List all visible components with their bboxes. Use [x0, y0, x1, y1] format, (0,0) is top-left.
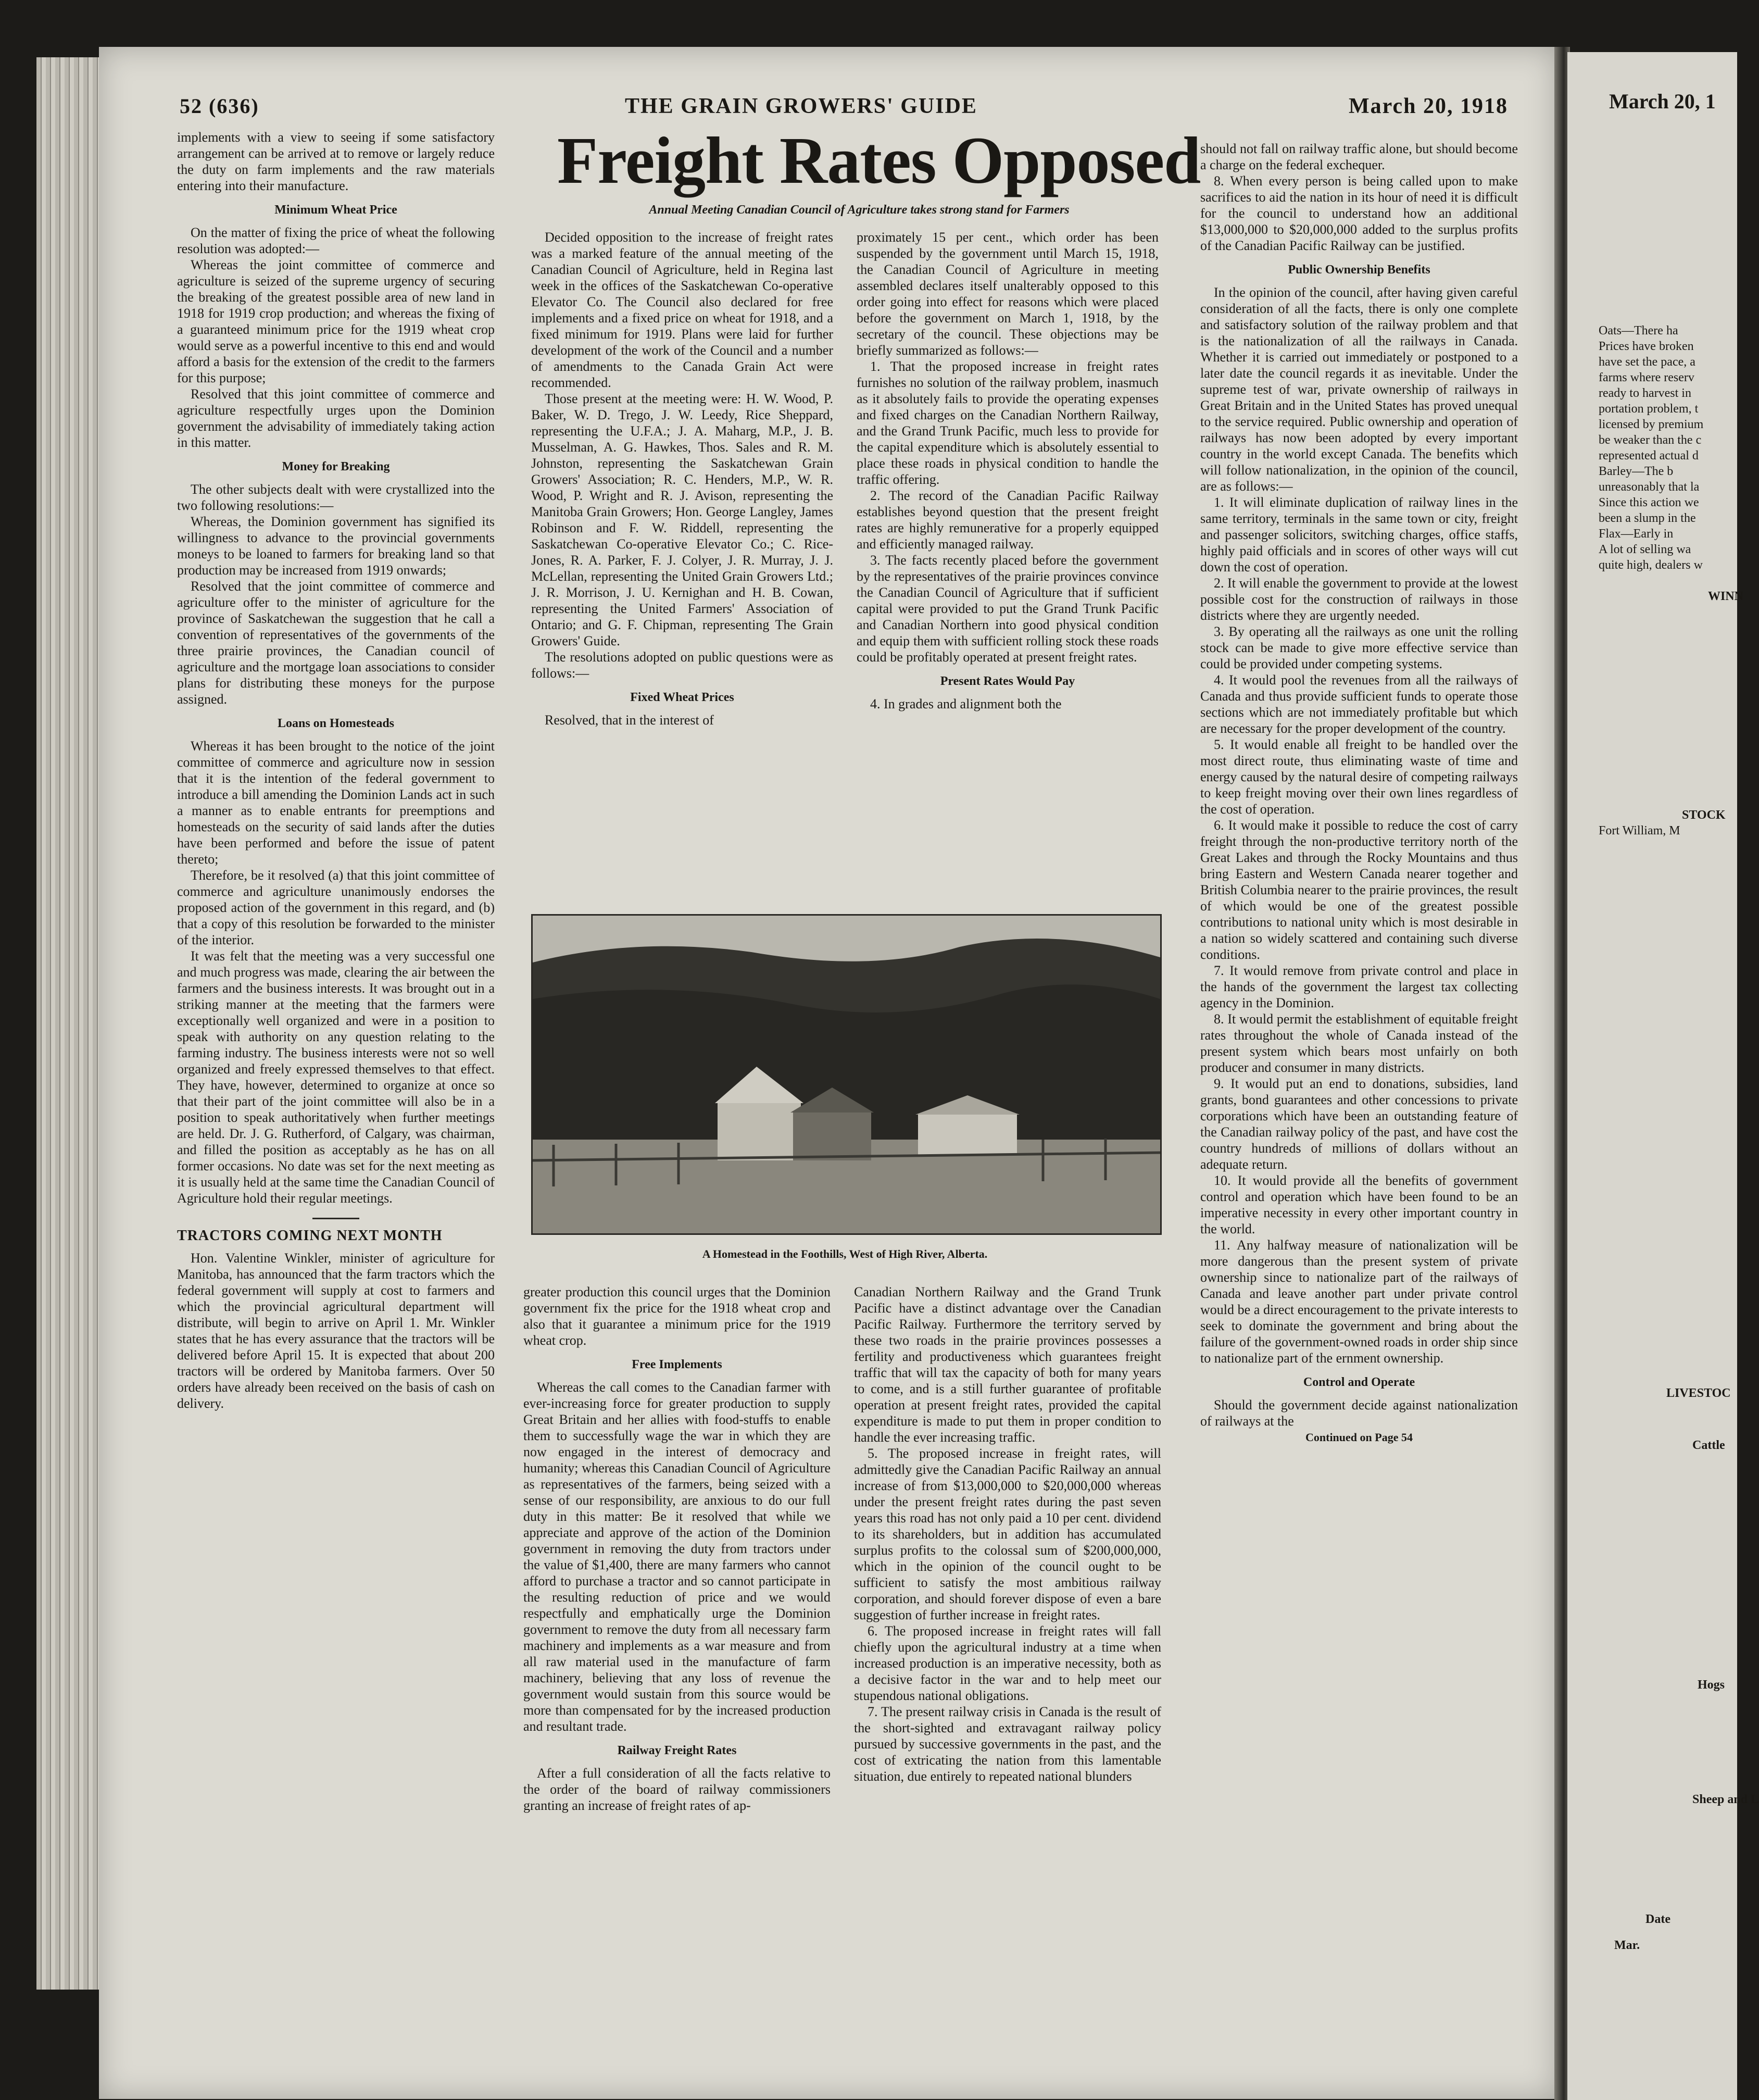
- paragraph: 5. The proposed increase in freight rates, will admittedly give the Canadian Pacific Railway an annual increase of from $13,000,000 to $20,000,000 whereas under the present freight rates during the past seven years this road has not only paid a 10 per cent. dividend to its shareholders, but in addition has accumulated surplus profits to the colossal sum of $200,000,000, which in the opinion of the council ought to be sufficient to satisfy the most ambitious railway corporation, and should forever dispose of even a bare suggestion of further increase in freight rates.: [854, 1446, 1161, 1622]
- facing-line: portation problem, t: [1599, 402, 1699, 416]
- facing-line: quite high, dealers w: [1599, 558, 1703, 572]
- paragraph: 1. That the proposed increase in freight rates furnishes no solution of the railway problem, inasmuch as it absolutely fails to provide the operating expenses and fixed charges on the Canadian Northern Railway, and the Grand Trunk Pacific, much less to provide for the capital expenditure which is absolutely essential to place these roads in physical condition to handle the traffic offering.: [857, 359, 1159, 487]
- paragraph: Hon. Valentine Winkler, minister of agriculture for Manitoba, has announced that the farm tractors which the federal government will supply at cost to farmers and which the provincial agricultural department will distribute, will begin to arrive on April 1. Mr. Winkler states that he has every assurance that the tractors will be delivered before April 15. It is expected that about 200 tractors will be ordered by Manitoba farmers. Over 50 orders have already been received on the basis of cash on delivery.: [177, 1251, 495, 1411]
- subhead-wheat-price: Minimum Wheat Price: [274, 203, 397, 217]
- paragraph: Canadian Northern Railway and the Grand Trunk Pacific have a distinct advantage over the Canadian Pacific Railway. Furthermore the territory served by these two roads in the prairie provinces possesses a fertility and productiveness which guarantees freight traffic that will tax the capacity of both for many years to come, and is a still further guarantee of profitable operation at present freight rates, provided the capital expenditure is made to put them in proper condition to handle the ever increasing traffic.: [854, 1284, 1161, 1445]
- facing-heading: Date: [1645, 1913, 1670, 1926]
- facing-page: [1567, 52, 1759, 2100]
- facing-line: farms where reserv: [1599, 371, 1694, 384]
- facing-heading: Mar.: [1614, 1939, 1640, 1952]
- photo-caption: A Homestead in the Foothills, West of High River, Alberta.: [702, 1247, 988, 1260]
- paragraph: Whereas it has been brought to the notice of the joint committee of commerce and agriculture now in session that it is the intention of the federal government to introduce a bill amending the Dominion Lands act in such a manner as to enable entrants for preemptions and homesteads on the security of said lands after the duties have been performed and before the issue of patent thereto;: [177, 739, 495, 867]
- facing-heading: WINN: [1708, 590, 1744, 603]
- paragraph: The other subjects dealt with were crystallized into the two following resolutions:—: [177, 482, 495, 513]
- right-column-lower: [854, 1284, 1161, 1784]
- facing-line: Prices have broken: [1599, 340, 1694, 353]
- bound-volume-edge: [36, 57, 102, 1990]
- paragraph: Whereas the call comes to the Canadian farmer with ever-increasing force for greater production to supply Great Britain and her allies with food-stuffs to enable them to successfully wage the war in which they are now engaged in the interest of democracy and humanity; whereas this Canadian Council of Agriculture as representatives of the farmers, being seized with a sense of our responsibility, are anxious to do our full duty in this matter: Be it resolved that while we appreciate and approve of the action of the Dominion government in removing the duty from tractors under the value of $1,400, there are many farmers who cannot afford to purchase a tractor and so cannot participate in the resulting reduction of price and we would respectfully and emphatically urge the Dominion government to remove the duty from all necessary farm machinery and implements as a war measure and from all raw material used in the manufacture of farm machinery, believing that any loss of revenue the government would sustain from this source would be more than compensated for by the increased production and resultant trade.: [523, 1380, 831, 1734]
- facing-heading: Sheep and L: [1692, 1793, 1759, 1806]
- paragraph: 7. The present railway crisis in Canada is the result of the short-sighted and extravagant railway policy pursued by successive governments in the past, and the cost of extricating the nation from this lamentable situation, due entirely to repeated national blunders: [854, 1704, 1161, 1784]
- article-title: Freight Rates Opposed: [557, 123, 1201, 197]
- paragraph: 4. In grades and alignment both the: [870, 696, 1062, 711]
- paragraph: 8. When every person is being called upon to make sacrifices to aid the nation in its hour of need it is difficult for the council to understand how an additional $13,000,000 to $20,000,000 added to the surplus profits of the Canadian Pacific Railway can be justified.: [1200, 173, 1518, 253]
- paragraph: 10. It would provide all the benefits of government control and operation which have been found to be an imperative necessity in every other important country in the world.: [1200, 1173, 1518, 1236]
- subhead-present-rates: Present Rates Would Pay: [940, 674, 1075, 688]
- facing-line: Since this action we: [1599, 496, 1699, 509]
- paragraph: 6. The proposed increase in freight rates will fall chiefly upon the agricultural industry at a time when increased production is an imperative necessity, both as a decisive factor in the war and to help meet our stupendous national obligations.: [854, 1623, 1161, 1703]
- homestead-photo: [531, 914, 1162, 1235]
- paragraph: Should the government decide against nationalization of railways at the: [1200, 1397, 1518, 1429]
- paragraph: 5. It would enable all freight to be handled over the most direct route, thus eliminating waste of time and energy caused by the natural desire of competing railways to keep freight moving over their own lines regardless of the cost of operation.: [1200, 737, 1518, 817]
- facing-heading: Cattle: [1692, 1439, 1725, 1452]
- paragraph: Decided opposition to the increase of freight rates was a marked feature of the annual meeting of the Canadian Council of Agriculture, held in Regina last week in the offices of the Saskatchewan Co-operative Elevator Co. The Council also declared for free implements and a fixed price on wheat for 1918, and a fixed minimum for 1919. Plans were laid for further development of the work of the Council and a number of amendments to the Canada Grain Act were recommended.: [531, 230, 833, 390]
- paragraph: In the opinion of the council, after having given careful consideration of all the facts, there is only one complete and satisfactory solution of the railway problem and that is the nationalization of all the railways in Canada. Whether it is carried out immediately or postponed to a later date the council regards it as inevitable. Under the supreme test of war, private ownership of railways in Great Britain and in the United States has proved unequal to the service required. Public ownership and operation of railways has now been adopted by every important country in the world except Canada. The benefits which will follow nationalization, in the opinion of the council, are as follows:—: [1200, 285, 1518, 494]
- right-column-upper: [857, 229, 1159, 712]
- paragraph: After a full consideration of all the facts relative to the order of the board of railway commissioners granting an increase of freight rates of ap-: [523, 1766, 831, 1813]
- facing-line: Barley—The b: [1599, 465, 1674, 478]
- facing-line: represented actual d: [1599, 449, 1699, 463]
- paragraph: should not fall on railway traffic alone, but should become a charge on the federal exchequer.: [1200, 141, 1518, 172]
- facing-page-date: March 20, 1: [1609, 90, 1716, 113]
- subhead-public-ownership: Public Ownership Benefits: [1288, 263, 1430, 277]
- facing-heading: LIVESTOC: [1666, 1386, 1731, 1400]
- paragraph: On the matter of fixing the price of wheat the following resolution was adopted:—: [177, 225, 495, 256]
- subhead-loans-homesteads: Loans on Homesteads: [277, 717, 395, 730]
- subhead-fixed-wheat: Fixed Wheat Prices: [630, 691, 734, 704]
- paragraph: 8. It would permit the establishment of equitable freight rates throughout the whole of Canada instead of the present system which bears most unfairly on both producer and consumer in many districts.: [1200, 1011, 1518, 1075]
- paragraph: 9. It would put an end to donations, subsidies, land grants, bond guarantees and other concessions to private corporations which have been an outstanding feature of the Canadian railway policy of the past, and have cost the country hundreds of millions of dollars without an adequate return.: [1200, 1076, 1518, 1172]
- paragraph: The resolutions adopted on public questions were as follows:—: [531, 649, 833, 681]
- continued-note: Continued on Page 54: [1305, 1431, 1413, 1444]
- article-deck: Annual Meeting Canadian Council of Agriculture takes strong stand for Farmers: [649, 203, 1070, 217]
- left-column: [177, 129, 495, 1411]
- homestead-illustration: [533, 916, 1160, 1233]
- facing-line: ready to harvest in: [1599, 386, 1691, 400]
- facing-heading: STOCK: [1682, 808, 1726, 822]
- facing-line: A lot of selling wa: [1599, 543, 1691, 556]
- paragraph: 7. It would remove from private control and place in the hands of the government the largest tax collecting agency in the Dominion.: [1200, 963, 1518, 1010]
- paragraph: 4. It would pool the revenues from all the railways of Canada and thus provide sufficient funds to operate those sections which are not immediately profitable but which are necessary for the proper development of the country.: [1200, 672, 1518, 736]
- paragraph: Whereas the joint committee of commerce and agriculture is seized of the supreme urgency of securing the breaking of the greatest possible area of new land in 1918 for 1919 crop production; and whereas the fixing of a guaranteed minimum price for the 1919 wheat crop would serve as a powerful incentive to this end and would afford a basis for the extension of the credit to the farmers for this purpose;: [177, 257, 495, 385]
- page-number: 52 (636): [180, 94, 259, 118]
- far-right-column: [1200, 141, 1518, 1445]
- publication-name: THE GRAIN GROWERS' GUIDE: [625, 94, 977, 118]
- paragraph: proximately 15 per cent., which order has been suspended by the government until March 15, 1918, the Canadian Council of Agriculture in meeting assembled declares itself unalterably opposed to this order going into effect for reasons which were placed before the government on March 1, 1918, by the secretary of the council. These objections may be briefly summarized as follows:—: [857, 230, 1159, 358]
- paragraph: Resolved that the joint committee of commerce and agriculture offer to the minister of agriculture for the province of Saskatchewan the suggestion that he call a convention of representatives of the governments of the three prairie provinces, the Canadian council of agriculture and the mortgage loan associations to consider plans for distributing these moneys for the purpose assigned.: [177, 579, 495, 707]
- facing-line: be weaker than the c: [1599, 433, 1702, 447]
- paragraph: implements with a view to seeing if some satisfactory arrangement can be arrived at to remove or largely reduce the duty on farm implements and the raw materials entering into their manufacture.: [177, 130, 495, 193]
- facing-line: Flax—Early in: [1599, 527, 1674, 541]
- paragraph: Whereas, the Dominion government has signified its willingness to advance to the provincial governments moneys to be loaned to farmers for breaking land so that production may be increased from 1919 onwards;: [177, 514, 495, 578]
- facing-line: licensed by premium: [1599, 418, 1704, 431]
- facing-heading: Hogs: [1698, 1678, 1725, 1692]
- facing-line: Oats—There ha: [1599, 324, 1678, 338]
- paragraph: 3. By operating all the railways as one unit the rolling stock can be made to give more effective service than could be provided under competing systems.: [1200, 624, 1518, 671]
- paragraph: greater production this council urges that the Dominion government fix the price for the 1918 wheat crop and also that it guarantee a minimum price for the 1919 wheat crop.: [523, 1284, 831, 1348]
- paragraph: 2. The record of the Canadian Pacific Railway establishes beyond question that the present freight rates are highly remunerative for a properly equipped and efficiently managed railway.: [857, 488, 1159, 552]
- middle-column-upper: [531, 229, 833, 728]
- subhead-free-implements: Free Implements: [632, 1358, 722, 1371]
- facing-line: Fort William, M: [1599, 824, 1680, 838]
- middle-column-lower: [523, 1284, 831, 1814]
- subhead-railway-rates: Railway Freight Rates: [617, 1744, 737, 1757]
- section-rule: [312, 1218, 359, 1219]
- facing-line: have set the pace, a: [1599, 355, 1695, 369]
- paragraph: 11. Any halfway measure of nationalization will be more dangerous than the present system of private ownership since to nationalize part of the railways of Canada and leave another part under private control would be a direct encouragement to the private interests to seek to dominate the government and bring about the failure of the government-owned roads in order ship since to nationalize part of the ernment ownership.: [1200, 1238, 1518, 1366]
- paragraph: 6. It would make it possible to reduce the cost of carry freight through the non-productive territory north of the Great Lakes and through the Rocky Mountains and thus bring Eastern and Western Canada nearer together and British Columbia nearer to the prairie provinces, the result of which would be one of the greatest possible contributions to national unity which is most desirable in a nation so widely scattered and containing such diverse conditions.: [1200, 818, 1518, 962]
- subhead-control-operate: Control and Operate: [1303, 1376, 1415, 1389]
- paragraph: Therefore, be it resolved (a) that this joint committee of commerce and agriculture unanimously endorses the proposed action of the government in this regard, and (b) that a copy of this resolution be forwarded to the minister of the interior.: [177, 868, 495, 947]
- paragraph: 1. It will eliminate duplication of railway lines in the same territory, terminals in the same town or city, freight and passenger solicitors, switching charges, office staffs, highly paid officials and in scores of other ways will cut down the cost of operation.: [1200, 495, 1518, 574]
- paragraph: Those present at the meeting were: H. W. Wood, P. Baker, W. D. Trego, J. W. Leedy, Rice Sheppard, representing the U.F.A.; J. A. Maharg, M.P., J. B. Musselman, A. G. Hawkes, Thos. Sales and R. M. Johnston, representing the Saskatchewan Grain Growers' Association; R. C. Henders, M.P., W. R. Wood, P. Wright and R. J. Avison, representing the Manitoba Grain Growers; Hon. George Langley, James Robinson and F. W. Riddell, representing the Saskatchewan Co-operative Elevator Co.; C. Rice-Jones, R. A. Parker, F. J. Colyer, J. R. Murray, J. J. McLellan, representing the United Grain Growers Ltd.; J. R. Morrison, J. U. Kernighan and H. B. Cowan, representing the United Farmers' Association of Ontario; and G. F. Chipman, representing The Grain Growers' Guide.: [531, 391, 833, 648]
- paragraph: 2. It will enable the government to provide at the lowest possible cost for the construction of railways in those districts where they are urgently needed.: [1200, 576, 1518, 623]
- facing-line: been a slump in the: [1599, 511, 1696, 525]
- paragraph: 3. The facts recently placed before the government by the representatives of the prairie provinces convince the Canadian Council of Agriculture that if sufficient capital were provided to put the Grand Trunk Pacific and Canadian Northern into good physical condition and equip them with sufficient rolling stock these roads could be profitably operated at present freight rates.: [857, 553, 1159, 665]
- subhead-tractors: TRACTORS COMING NEXT MONTH: [177, 1228, 443, 1244]
- paragraph: Resolved that this joint committee of commerce and agriculture respectfully urges upon the Dominion government the advisability of immediately taking action in this matter.: [177, 386, 495, 450]
- paragraph: It was felt that the meeting was a very successful one and much progress was made, clearing the air between the farmers and the business interests. It was brought out in a striking manner at the meeting that the farmers were exceptionally well organized and were in a position to speak with authority on any question relating to the farming industry. The business interests were not so well organized and freely expressed themselves to that effect. They have, however, determined to organize at once so that their part of the joint committee will also be in a position to speak authoritatively when further meetings are held. Dr. J. G. Rutherford, of Calgary, was chairman, and filled the position as acceptably as he has on all former occasions. No date was set for the next meeting as it is usually held at the same time the Canadian Council of Agriculture hold their regular meetings.: [177, 948, 495, 1206]
- issue-date: March 20, 1918: [1349, 94, 1509, 118]
- facing-line: unreasonably that la: [1599, 480, 1700, 494]
- paragraph: Resolved, that in the interest of: [545, 712, 714, 728]
- subhead-money-breaking: Money for Breaking: [282, 460, 390, 473]
